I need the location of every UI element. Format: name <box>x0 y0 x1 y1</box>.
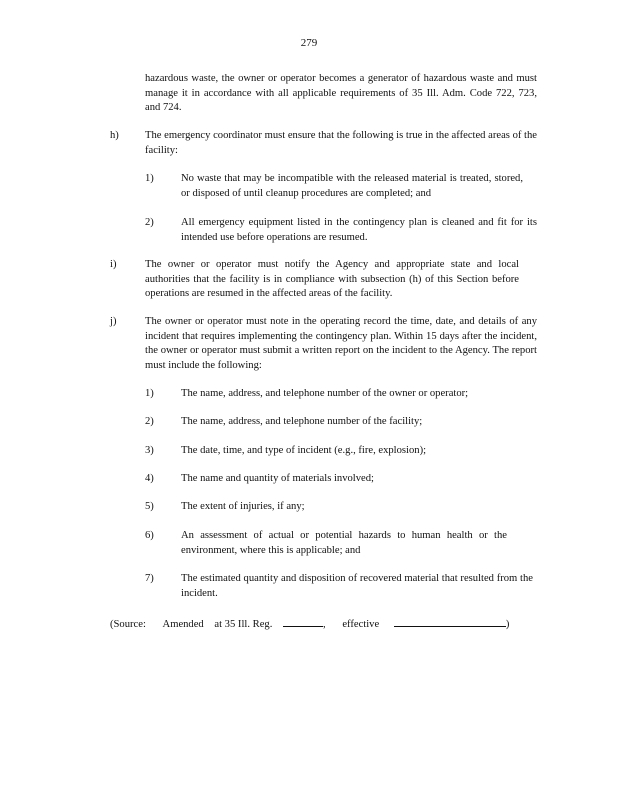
j-item-1-label: 1) <box>145 388 154 399</box>
source-separator: , <box>323 619 326 630</box>
source-open: (Source: <box>110 619 146 630</box>
j-item-5-label: 5) <box>145 501 154 512</box>
register-blank <box>283 615 323 627</box>
source-close: ) <box>505 619 510 630</box>
j-item-2-label: 2) <box>145 416 154 427</box>
subsection-h-label: h) <box>110 130 119 141</box>
subsection-j-text: The owner or operator must note in the operating record the time, date, and details of any incident that requires implementing the contingency plan. Within 15 days after the incident, the owner or operator must submit a written report on the incident to the Agency. The report must include the following: <box>145 316 537 371</box>
page-number: 279 <box>300 37 318 49</box>
j-item-6-text: An assessment of actual or potential hazards to human health or the environment, where this is applicable; and <box>181 530 507 556</box>
subsection-j-label: j) <box>110 316 117 327</box>
j-item-4-text: The name and quantity of materials involved; <box>181 473 374 484</box>
h-item-1-text: No waste that may be incompatible with the released material is treated, stored, or disposed of until cleanup procedures are completed; and <box>181 173 523 199</box>
h-item-2-label: 2) <box>145 217 154 228</box>
j-item-4-label: 4) <box>145 473 154 484</box>
source-note <box>110 615 509 633</box>
continuation-paragraph: hazardous waste, the owner or operator becomes a generator of hazardous waste and must manage it in accordance with all applicable requirements of 35 Ill. Adm. Code 722, 723, and 724. <box>145 73 537 113</box>
j-item-2-text: The name, address, and telephone number of the facility; <box>181 416 423 427</box>
subsection-h-text: The emergency coordinator must ensure that the following is true in the affected areas of the facility: <box>145 130 537 156</box>
source-amended: Amended <box>162 619 204 630</box>
h-item-2-text: All emergency equipment listed in the contingency plan is cleaned and fit for its intended use before operations are resumed. <box>181 217 537 243</box>
j-item-3-label: 3) <box>145 445 154 456</box>
j-item-7-label: 7) <box>145 573 154 584</box>
h-item-1-label: 1) <box>145 173 154 184</box>
j-item-1-text: The name, address, and telephone number of the owner or operator; <box>181 388 469 399</box>
subsection-i-text: The owner or operator must notify the Agency and appropriate state and local authorities that the facility is in compliance with subsection (h) of this Section before operations are resumed in the affected areas of the facility. <box>145 259 519 299</box>
j-item-3-text: The date, time, and type of incident (e.g., fire, explosion); <box>181 445 427 456</box>
source-effective: effective <box>342 619 380 630</box>
subsection-i-label: i) <box>110 259 117 270</box>
j-item-5-text: The extent of injuries, if any; <box>181 501 305 512</box>
effective-date-blank <box>394 615 506 627</box>
j-item-7-text: The estimated quantity and disposition of recovered material that resulted from the incident. <box>181 573 533 599</box>
j-item-6-label: 6) <box>145 530 154 541</box>
source-register-ref: at 35 Ill. Reg. <box>214 619 273 630</box>
